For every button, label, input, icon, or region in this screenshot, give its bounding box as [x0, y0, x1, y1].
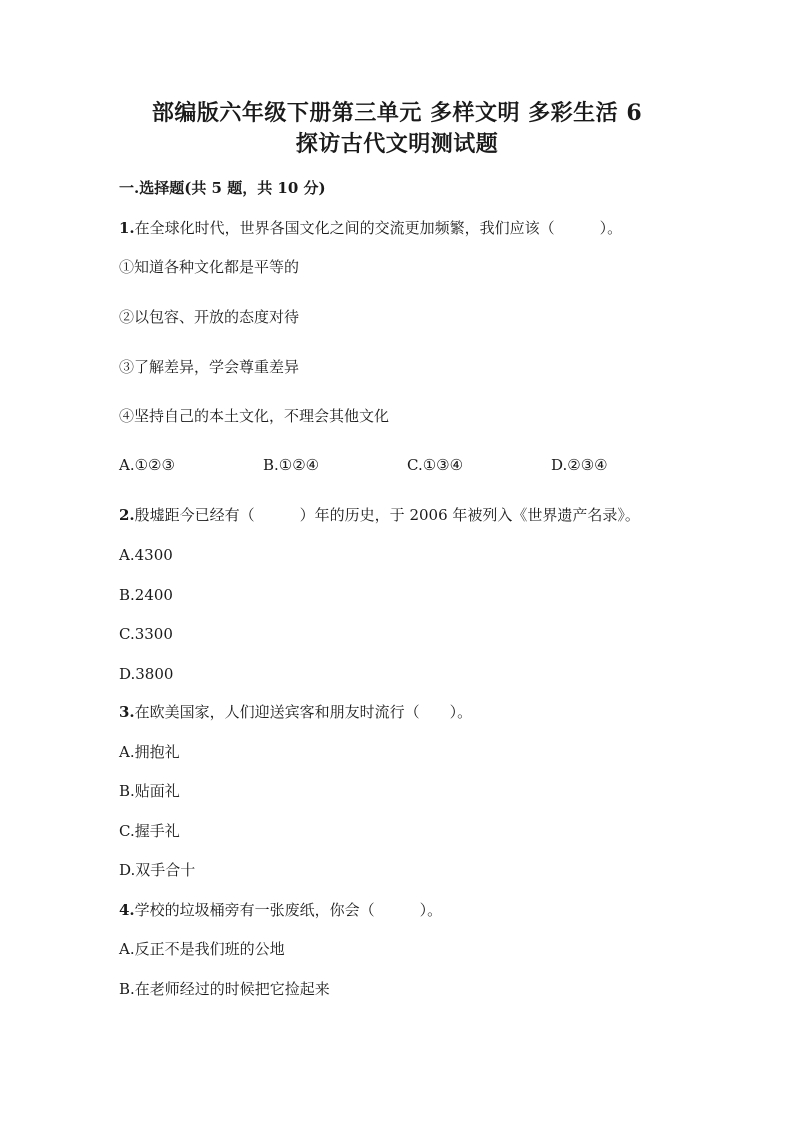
question-2-number: 2.	[119, 506, 135, 524]
question-3-option-b[interactable]: B.贴面礼	[119, 782, 180, 800]
question-1-statement-1: ①知道各种文化都是平等的	[119, 258, 300, 276]
question-2-option-a[interactable]: A.4300	[119, 546, 173, 564]
question-4-option-b[interactable]: B.在老师经过的时候把它捡起来	[119, 980, 330, 998]
question-4-option-a[interactable]: A.反正不是我们班的公地	[119, 940, 285, 958]
question-1-option-a[interactable]: A.①②③	[119, 456, 175, 474]
question-1-statement-3: ③了解差异，学会尊重差异	[119, 358, 300, 376]
question-1-text: 在全球化时代，世界各国文化之间的交流更加频繁，我们应该（ ）。	[134, 219, 623, 237]
question-3-stem	[119, 702, 472, 722]
question-2-stem	[119, 505, 640, 525]
question-2-option-b[interactable]: B.2400	[119, 586, 173, 604]
question-4-text: 学校的垃圾桶旁有一张废纸，你会（ ）。	[134, 901, 443, 919]
question-1-option-b[interactable]: B.①②④	[263, 456, 320, 474]
question-3-option-c[interactable]: C.握手礼	[119, 822, 180, 840]
question-3-option-d[interactable]: D.双手合十	[119, 861, 196, 879]
question-1-option-d[interactable]: D.②③④	[551, 456, 608, 474]
section-heading: 一.选择题(共 5 题，共 10 分)	[119, 179, 326, 197]
question-4-stem	[119, 900, 442, 920]
question-2-option-c[interactable]: C.3300	[119, 625, 173, 643]
page-title-line-1: 部编版六年级下册第三单元 多样文明 多彩生活 6	[151, 100, 643, 126]
question-1-option-c[interactable]: C.①③④	[407, 456, 464, 474]
question-3-option-a[interactable]: A.拥抱礼	[119, 743, 180, 761]
question-1-statement-2: ②以包容、开放的态度对待	[119, 308, 300, 326]
question-2-text: 殷墟距今已经有（ ）年的历史，于 2006 年被列入《世界遗产名录》。	[134, 506, 640, 524]
question-1-number: 1.	[119, 219, 135, 237]
question-2-option-d[interactable]: D.3800	[119, 665, 174, 683]
question-3-text: 在欧美国家，人们迎送宾客和朋友时流行（ ）。	[134, 703, 473, 721]
page-title-line-2: 探访古代文明测试题	[295, 131, 499, 157]
question-3-number: 3.	[119, 703, 135, 721]
question-4-number: 4.	[119, 901, 135, 919]
question-1-stem	[119, 218, 622, 238]
question-1-statement-4: ④坚持自己的本土文化，不理会其他文化	[119, 407, 390, 425]
